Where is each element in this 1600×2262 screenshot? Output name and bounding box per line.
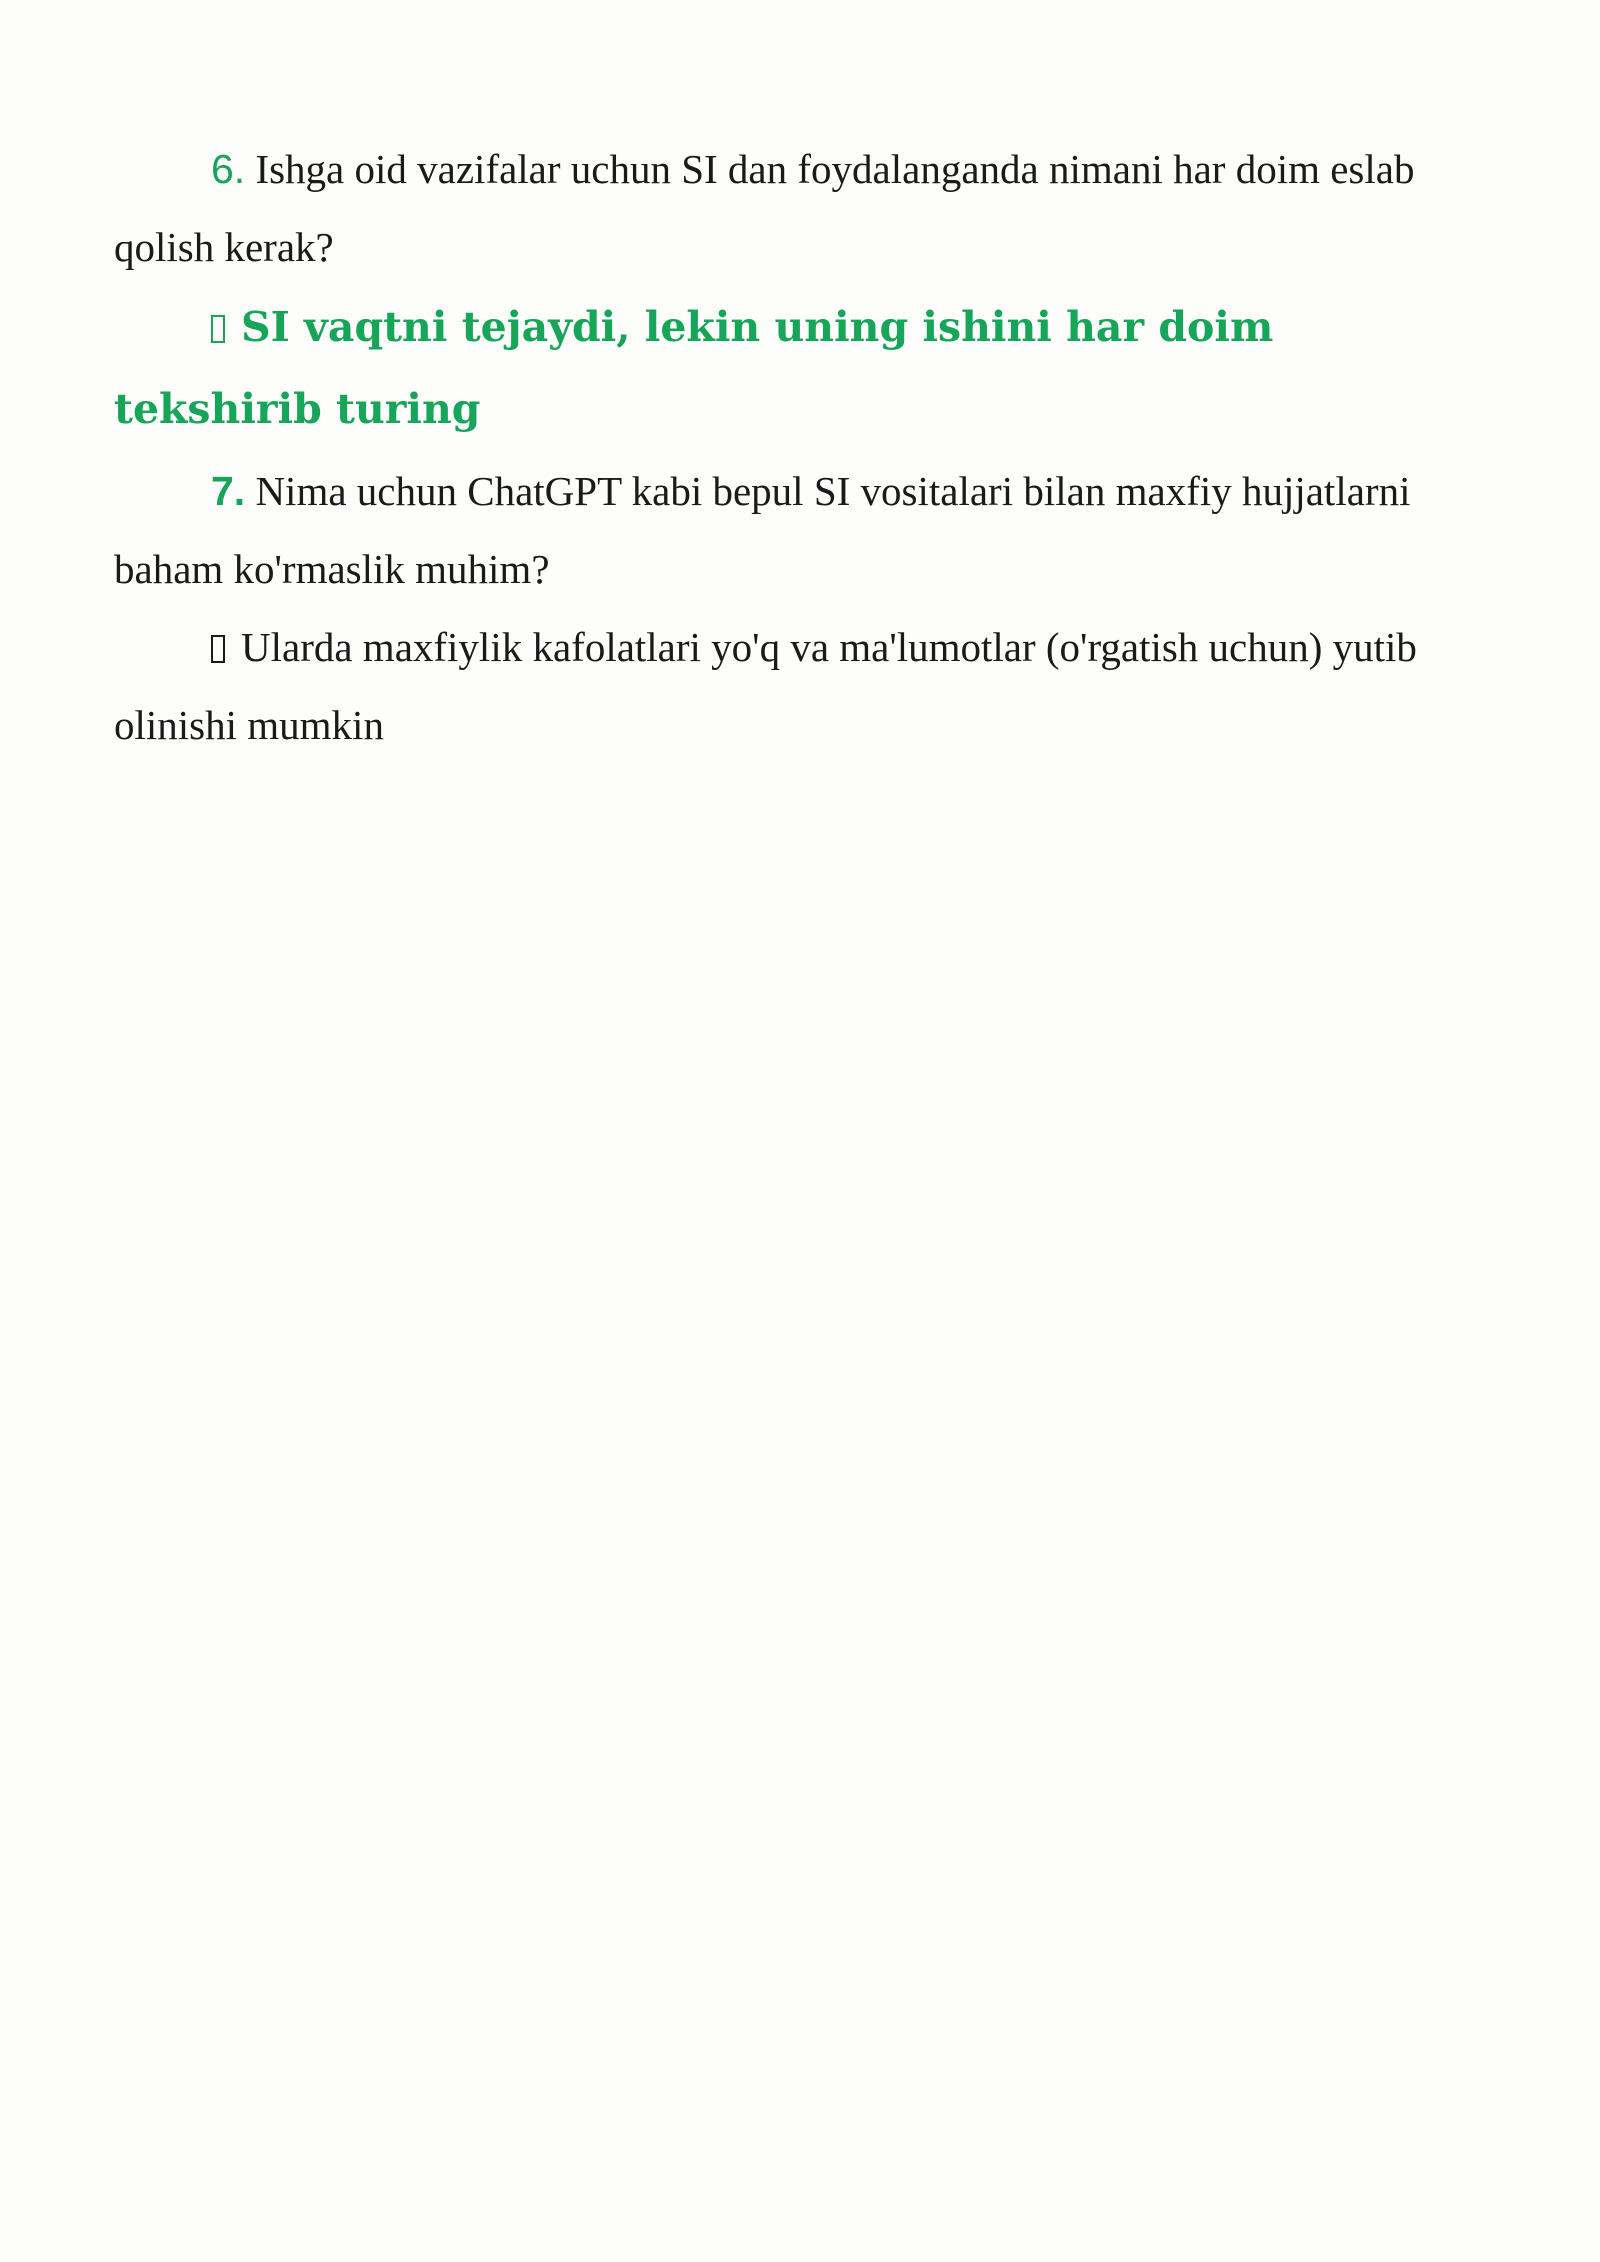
checkbox-glyph-icon <box>211 315 225 343</box>
answer-7 <box>114 608 1486 764</box>
document-content <box>114 130 1486 764</box>
question-number: 6. <box>211 146 246 192</box>
answer-text: SI vaqtni tejaydi, lekin uning ishini har doim tekshirib turing <box>114 303 1274 433</box>
question-text: Nima uchun ChatGPT kabi bepul SI vositalari bilan maxfiy hujjatlarni baham ko'rmaslik muhim? <box>114 468 1411 592</box>
checkbox-glyph-icon <box>211 635 225 663</box>
question-6 <box>114 130 1486 286</box>
answer-6 <box>114 286 1486 450</box>
answer-text: Ularda maxfiylik kafolatlari yo'q va ma'lumotlar (o'rgatish uchun) yutib olinishi mumkin <box>114 624 1417 748</box>
question-7 <box>114 452 1486 608</box>
question-text: Ishga oid vazifalar uchun SI dan foydalanganda nimani har doim eslab qolish kerak? <box>114 146 1415 270</box>
question-number: 7. <box>211 468 246 514</box>
